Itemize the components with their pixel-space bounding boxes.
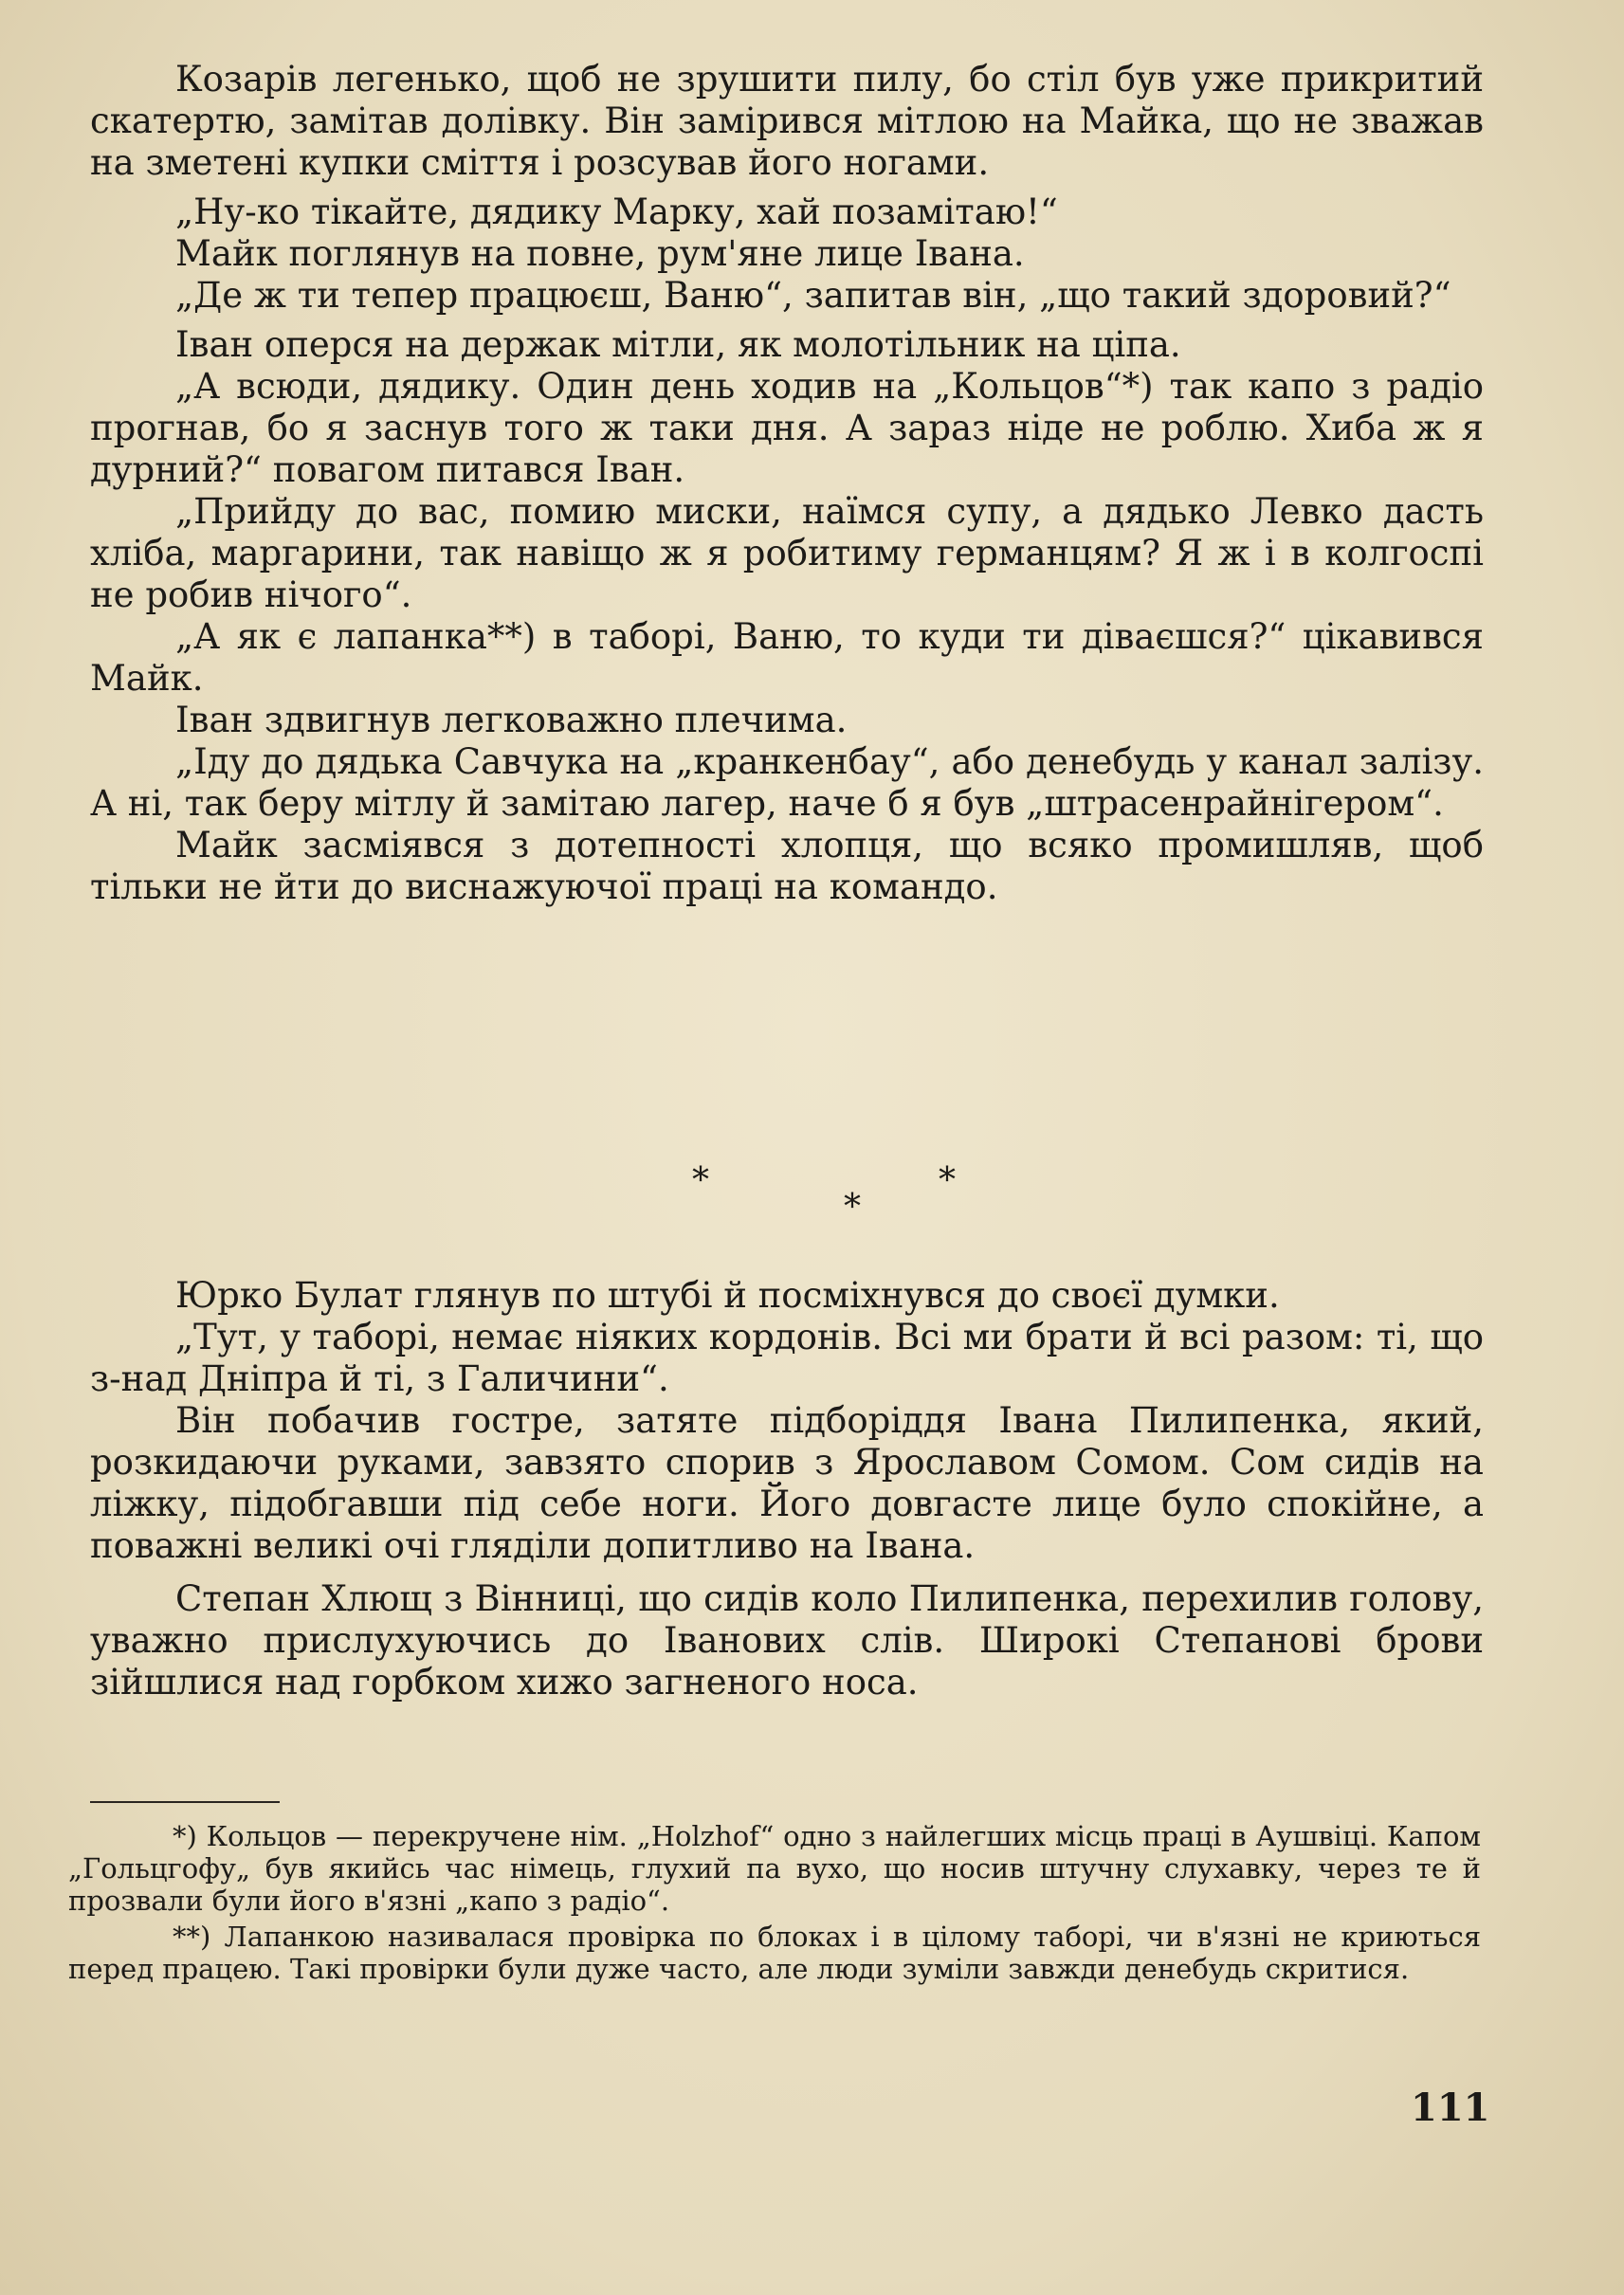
paragraph: „Прийду до вас, помию миски, наїмся супу, а дядько Левко дасть хліба, маргарини, так навіщо ж я робитиму германцям? Я ж і в колгоспі не робив нічого“. — [90, 491, 1484, 615]
paragraph: Він побачив гостре, затяте підборіддя Івана Пилипенка, який, розкидаючи руками, завзято спорив з Ярославом Сомом. Сом сидів на ліжку, підобгавши під себе ноги. Його довгасте лице було спокійне, а поважні великі очі гляділи допитливо на Івана. — [90, 1400, 1484, 1566]
paragraph: „Іду до дядька Савчука на „кранкенбау“, або денебудь у канал залізу. А ні, так беру мітлу й замітаю лагер, наче б я був „штрасенрайнігером“. — [90, 741, 1484, 824]
separator-star: * — [939, 1161, 956, 1200]
footnote: *) Кольцов — перекручене нім. „Holzhof“ одно з найлегших місць праці в Аушвіці. Капом „Гольцгофу„ був якийсь час німець, глухий па вухо, що носив штучну слухавку, через те й прозвали були його в'язні „капо з радіо“. — [68, 1820, 1481, 1917]
paragraph: „А як є лапанка**) в таборі, Ваню, то куди ти діваєшся?“ цікавився Майк. — [90, 616, 1484, 699]
paragraph: „Тут, у таборі, немає ніяких кордонів. Всі ми брати й всі разом: ті, що з-над Дніпра й ті, з Галичини“. — [90, 1317, 1484, 1399]
paragraph: „Ну-ко тікайте, дядику Марку, хай позамітаю!“ — [175, 191, 1058, 232]
paragraph: Іван здвигнув легковажно плечима. — [175, 700, 848, 740]
paragraph: „Де ж ти тепер працюєш, Ваню“, запитав він, „що такий здоровий?“ — [175, 275, 1451, 316]
paragraph: Юрко Булат глянув по штубі й посміхнувся до своєї думки. — [175, 1275, 1280, 1316]
paragraph: Іван оперся на держак мітли, як молотільник на ціпа. — [175, 324, 1181, 365]
main-text-top — [90, 59, 1484, 908]
page-number: 111 — [1411, 2086, 1490, 2130]
paragraph: Майк засміявся з дотепності хлопця, що всяко промишляв, щоб тільки не йти до виснажуючої праці на командо. — [90, 825, 1484, 907]
separator-star: * — [844, 1188, 861, 1227]
main-text-bottom — [90, 1275, 1484, 1703]
section-separator — [90, 1161, 1484, 1240]
paragraph: Степан Хлющ з Вінниці, що сидів коло Пилипенка, перехилив голову, уважно прислухуючись до Іванових слів. Широкі Степанові брови зійшлися над горбком хижо загненого носа. — [90, 1578, 1484, 1703]
paragraph: „А всюди, дядику. Один день ходив на „Кольцов“*) так капо з радіо прогнав, бо я заснув того ж таки дня. А зараз ніде не роблю. Хиба ж я дурний?“ повагом питався Іван. — [90, 366, 1484, 490]
footnote-rule — [90, 1801, 280, 1803]
footnotes — [68, 1820, 1481, 1985]
paragraph: Майк поглянув на повне, рум'яне лице Івана. — [175, 233, 1025, 274]
footnote: **) Лапанкою називалася провірка по блоках і в цілому таборі, чи в'язні не криються перед працею. Такі провірки були дуже часто, але люди зуміли завжди денебудь скритися. — [68, 1921, 1481, 1985]
separator-star: * — [692, 1161, 709, 1200]
paragraph: Козарів легенько, щоб не зрушити пилу, бо стіл був уже прикритий скатертю, замітав долівку. Він замірився мітлою на Майка, що не зважав на зметені купки сміття і розсував його ногами. — [90, 59, 1484, 183]
